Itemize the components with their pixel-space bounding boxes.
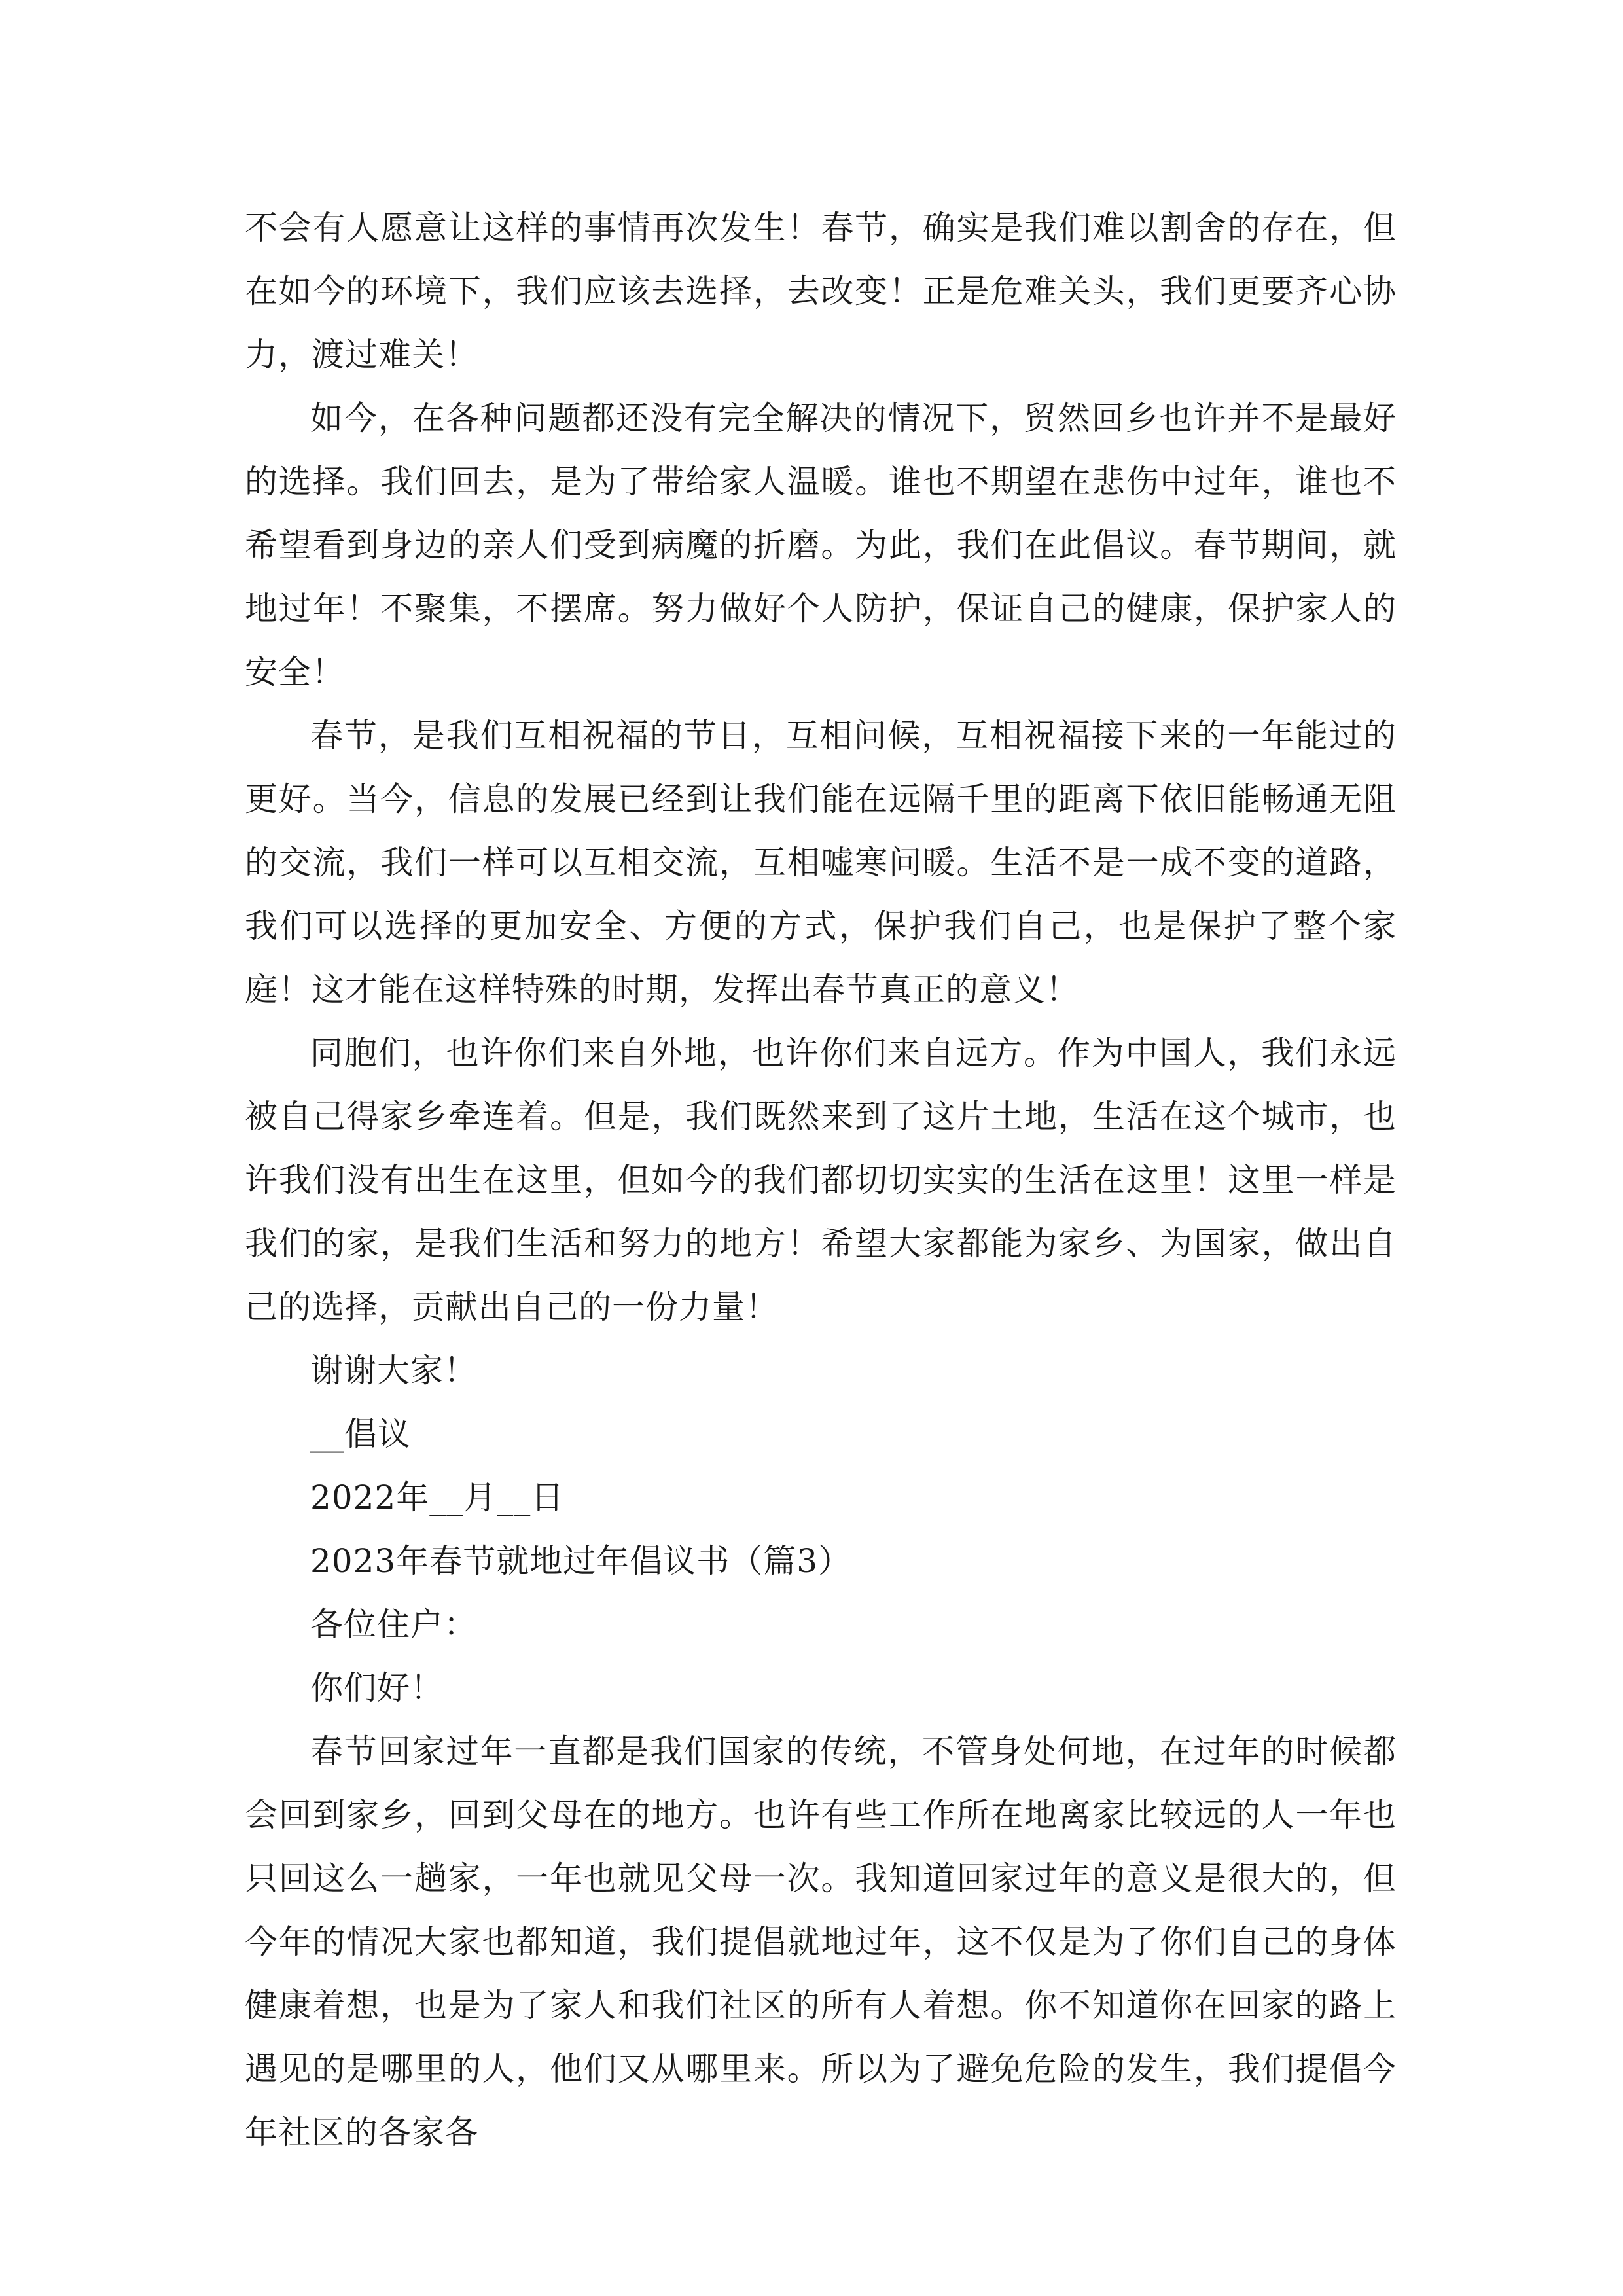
salutation: 各位住户： (310, 1605, 477, 1643)
paragraph: 如今，在各种问题都还没有完全解决的情况下，贸然回乡也许并不是最好的选择。我们回去，是为了带给家人温暖。谁也不期望在悲伤中过年，谁也不希望看到身边的亲人们受到病魔的折磨。为此，我们在此倡议。春节期间，就地过年！不聚集，不摆席。努力做好个人防护，保证自己的健康，保护家人的安全！ (245, 399, 1397, 691)
paragraph: 春节，是我们互相祝福的节日，互相问候，互相祝福接下来的一年能过的更好。当今，信息的发展已经到让我们能在远隔千里的距离下依旧能畅通无阻的交流，我们一样可以互相交流，互相嘘寒问暖。生活不是一成不变的道路，我们可以选择的更加安全、方便的方式，保护我们自己，也是保护了整个家庭！这才能在这样特殊的时期，发挥出春节真正的意义！ (245, 717, 1397, 1009)
document-body (245, 196, 1397, 2164)
paragraph-continuation: 不会有人愿意让这样的事情再次发生！春节，确实是我们难以割舍的存在，但在如今的环境下，我们应该去选择，去改变！正是危难关头，我们更要齐心协力，渡过难关！ (245, 209, 1397, 374)
greeting: 你们好！ (310, 1669, 444, 1707)
closing-thanks: 谢谢大家！ (310, 1352, 477, 1390)
paragraph: 春节回家过年一直都是我们国家的传统，不管身处何地，在过年的时候都会回到家乡，回到父母在的地方。也许有些工作所在地离家比较远的人一年也只回这么一趟家，一年也就见父母一次。我知道回家过年的意义是很大的，但今年的情况大家也都知道，我们提倡就地过年，这不仅是为了你们自己的身体健康着想，也是为了家人和我们社区的所有人着想。你不知道你在回家的路上遇见的是哪里的人，他们又从哪里来。所以为了避免危险的发生，我们提倡今年社区的各家各 (245, 1732, 1397, 2151)
signature: __倡议 (310, 1415, 411, 1453)
date: 2022年__月__日 (310, 1479, 565, 1516)
section-title: 2023年春节就地过年倡议书（篇3） (310, 1542, 852, 1580)
paragraph: 同胞们，也许你们来自外地，也许你们来自远方。作为中国人，我们永远被自己得家乡牵连着。但是，我们既然来到了这片土地，生活在这个城市，也许我们没有出生在这里，但如今的我们都切切实实的生活在这里！这里一样是我们的家，是我们生活和努力的地方！希望大家都能为家乡、为国家，做出自己的选择，贡献出自己的一份力量！ (245, 1034, 1397, 1326)
